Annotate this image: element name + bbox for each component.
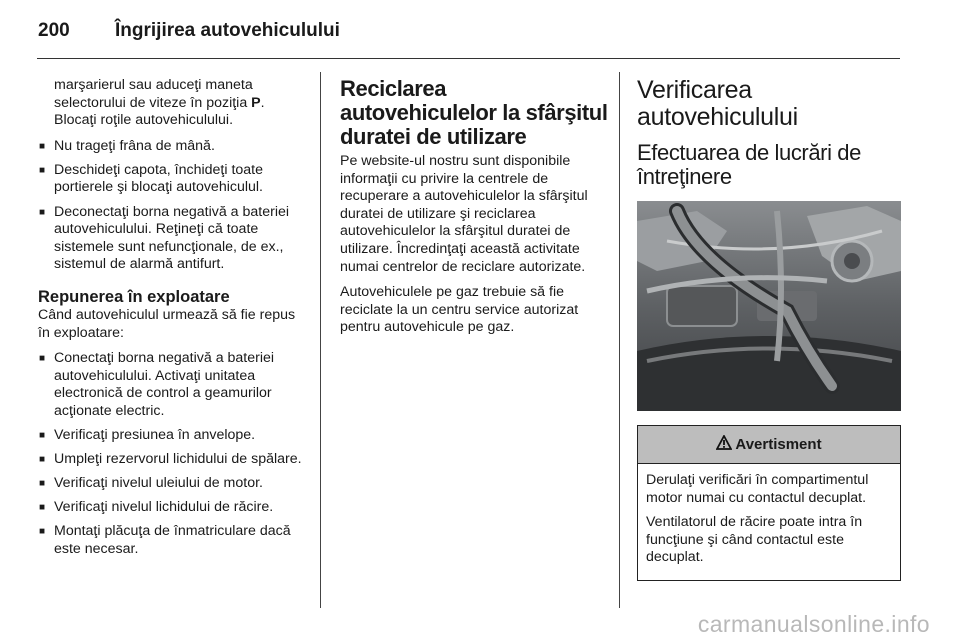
warning-paragraph-2: Ventilatorul de răcire poate intra în funcţiune şi când contactul este decuplat. xyxy=(646,514,863,566)
recommissioning-list xyxy=(38,350,306,558)
list-item: ■ Deconectaţi borna negativă a bateriei autovehiculului. Reţineţi că toate sistemele sunt nefuncţionale, de ex., sistemul de alarmă antifurt. xyxy=(38,204,306,274)
page-number: 200 xyxy=(38,20,70,41)
warning-triangle-icon xyxy=(716,435,732,455)
recycling-paragraph-2: Autovehiculele pe gaz trebuie să fie reciclate la un centru service autorizat pentru autovehicule pe gaz. xyxy=(340,284,579,336)
section-heading-maintenance: Efectuarea de lucrări de întreţinere xyxy=(637,140,861,189)
column-divider-1 xyxy=(320,72,321,608)
recycling-paragraph-1: Pe website-ul nostru sunt disponibile informaţii cu privire la centrele de recuperare a autovehiculelor la sfârşitul duratei de utilizare şi reciclarea autovehiculelor la sfârşitul duratei de utilizare. Încredinţaţi această activitate numai centrelor de reciclare autorizate. xyxy=(340,153,588,275)
column-divider-2 xyxy=(619,72,620,608)
list-item: ■ Umpleţi rezervorul lichidului de spălare. xyxy=(38,451,306,469)
engine-bay-illustration xyxy=(637,201,901,411)
section-heading-recommissioning: Repunerea în exploatare xyxy=(38,287,230,306)
intro-text-end: . Blocaţi roţile autovehiculului. xyxy=(54,94,265,129)
section-intro: Când autovehiculul urmează să fie repus în exploatare: xyxy=(38,306,296,341)
warning-title: Avertisment xyxy=(735,436,822,453)
column-right xyxy=(637,77,901,581)
column-left xyxy=(38,77,306,565)
list-item: ■ Nu trageţi frâna de mână. xyxy=(38,138,306,156)
warning-body xyxy=(638,464,900,580)
watermark: carmanualsonline.info xyxy=(697,611,930,637)
storage-list xyxy=(38,138,306,274)
header-rule xyxy=(37,58,900,59)
engine-bay-photo xyxy=(637,201,901,411)
warning-box xyxy=(637,425,901,581)
warning-header xyxy=(638,426,900,464)
chapter-title: Verificarea autovehiculului xyxy=(637,76,798,131)
list-item: ■ Verificaţi nivelul uleiului de motor. xyxy=(38,475,306,493)
column-middle xyxy=(340,77,608,345)
intro-paragraph xyxy=(38,77,306,130)
list-item: ■ Conectaţi borna negativă a bateriei autovehiculului. Activaţi unitatea electronică de control a geamurilor acţionate electric. xyxy=(38,350,306,420)
list-item: ■ Verificaţi presiunea în anvelope. xyxy=(38,427,306,445)
list-item: ■ Montaţi plăcuţa de înmatriculare dacă este necesar. xyxy=(38,523,306,558)
list-item: ■ Verificaţi nivelul lichidului de răcire. xyxy=(38,499,306,517)
intro-bold: P xyxy=(251,94,261,111)
list-item: ■ Deschideţi capota, închideţi toate portierele şi blocaţi autovehiculul. xyxy=(38,162,306,197)
intro-text: marşarierul sau aduceţi maneta selectorului de viteze în poziţia xyxy=(54,77,253,111)
page-title: Îngrijirea autovehiculului xyxy=(115,20,340,41)
section-heading-recycling: Reciclarea autovehiculelor la sfârşitul duratei de utilizare xyxy=(340,76,608,149)
warning-paragraph-1: Derulaţi verificări în compartimentul motor numai cu contactul decuplat. xyxy=(646,472,869,506)
